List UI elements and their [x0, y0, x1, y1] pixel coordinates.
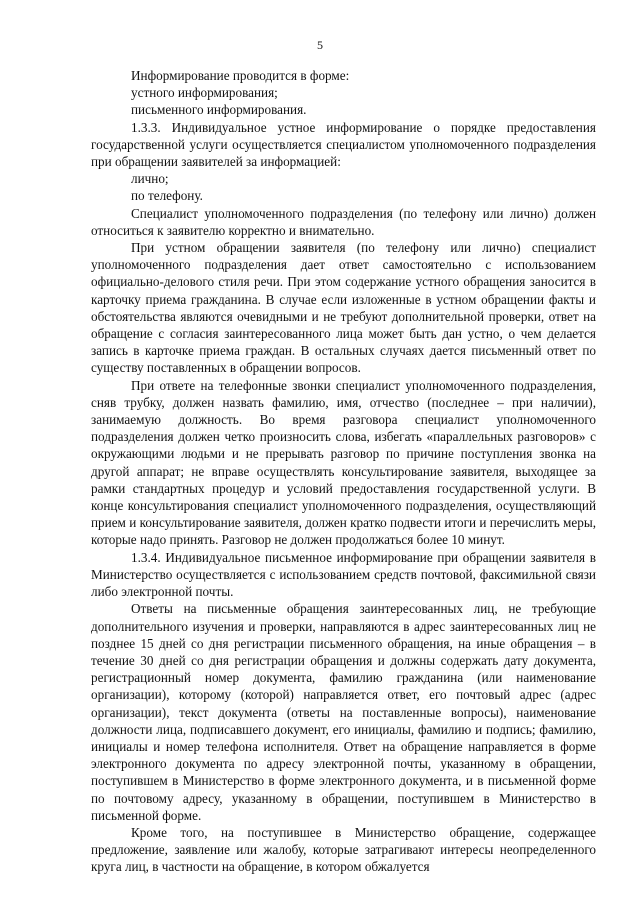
paragraph: Кроме того, на поступившее в Министерство обращение, содержащее предложение, заявление или жалобу, которые затрагивают интересы неопределенного круга лиц, в частности на обращение, в котором обжалуется: [91, 824, 596, 875]
document-body: [91, 67, 596, 876]
paragraph: по телефону.: [131, 188, 203, 204]
paragraph: При устном обращении заявителя (по телефону или лично) специалист уполномоченного подразделения дает ответ самостоятельно с использованием официально-делового стиля речи. При этом содержание устного обращения заносится в карточку приема гражданина. В случае если изложенные в устном обращении факты и обстоятельства являются очевидными и не требуют дополнительной проверки, ответ на обращение с согласия заинтересованного лица может быть дан устно, о чем делается запись в карточке приема граждан. В остальных случаях дается письменный ответ по существу поставленных в обращении вопросов.: [91, 240, 596, 376]
paragraph: устного информирования;: [131, 85, 278, 101]
page-number: 5: [317, 38, 323, 52]
paragraph: 1.3.4. Индивидуальное письменное информирование при обращении заявителя в Министерство осуществляется с использованием средств почтовой, факсимильной связи либо электронной почты.: [91, 549, 596, 600]
paragraph: При ответе на телефонные звонки специалист уполномоченного подразделения, сняв трубку, должен назвать фамилию, имя, отчество (последнее – при наличии), занимаемую должность. Во время разговора специалист уполномоченного подразделения должен четко произносить слова, избегать «параллельных разговоров» с окружающими людьми и не прерывать разговор по причине поступления звонка на другой аппарат; не вправе осуществлять консультирование заявителя, выходящее за рамки стандартных процедур и условий предоставления государственной услуги. В конце консультирования специалист уполномоченного подразделения, осуществляющий прием и консультирование заявителя, должен кратко подвести итоги и перечислить меры, которые надо принять. Разговор не должен продолжаться более 10 минут.: [91, 377, 596, 548]
paragraph: Ответы на письменные обращения заинтересованных лиц, не требующие дополнительного изучения и проверки, направляются в адрес заинтересованных лиц не позднее 15 дней со дня регистрации письменного обращения, на иные обращения – в течение 30 дней со дня регистрации обращения и должны содержать дату документа, регистрационный номер документа, фамилию гражданина (или наименование организации), которому (которой) направляется ответ, его почтовый адрес (адрес организации), текст документа (ответы на поставленные вопросы), наименование должности лица, подписавшего документ, его инициалы, фамилию и подпись; фамилию, инициалы и номер телефона исполнителя. Ответ на обращение направляется в форме электронного документа по адресу электронной почты, указанному в обращении, поступившем в Министерство в форме электронного документа, и в письменной форме по почтовому адресу, указанному в обращении, поступившем в Министерство в письменной форме.: [91, 601, 596, 823]
paragraph: 1.3.3. Индивидуальное устное информирование о порядке предоставления государственной услуги осуществляется специалистом уполномоченного подразделения при обращении заявителей за информацией:: [91, 119, 596, 170]
paragraph: письменного информирования.: [131, 102, 307, 118]
paragraph: Информирование проводится в форме:: [131, 68, 350, 83]
paragraph: лично;: [131, 171, 169, 187]
paragraph: Специалист уполномоченного подразделения (по телефону или лично) должен относиться к заявителю корректно и внимательно.: [91, 205, 596, 238]
